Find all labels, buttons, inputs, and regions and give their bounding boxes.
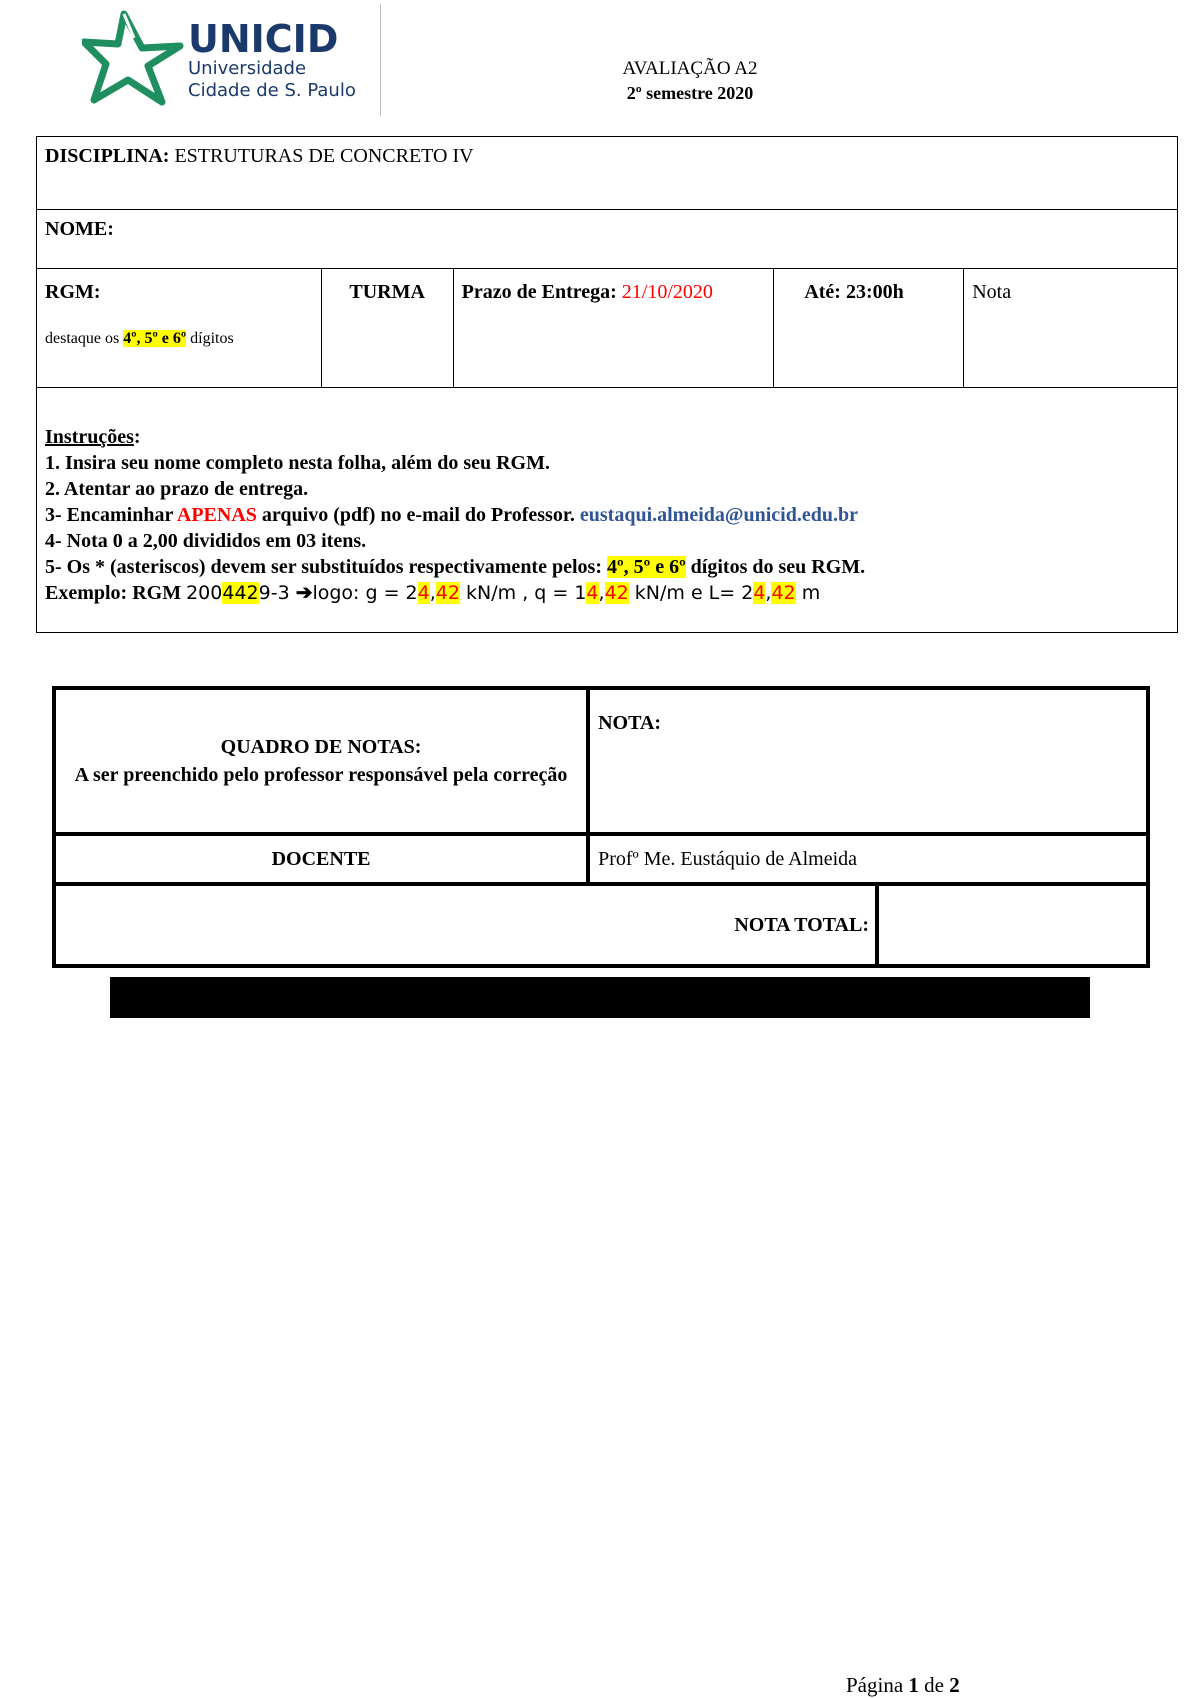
nota-grade-label: NOTA:: [598, 712, 662, 734]
page-current: 1: [908, 1673, 919, 1697]
professor-email-link[interactable]: eustaqui.almeida@unicid.edu.br: [579, 504, 858, 526]
instruction-item-3: [45, 502, 1169, 528]
page-label: Página: [846, 1673, 909, 1697]
instructions-title-text: Instruções: [45, 426, 134, 448]
nota-grade-field[interactable]: [588, 688, 1148, 834]
logo-divider: [380, 4, 381, 116]
example-rgm-highlight: 442: [222, 582, 259, 604]
page-total: 2: [949, 1673, 960, 1697]
instructions-title-colon: :: [133, 426, 141, 448]
disciplina-row: [37, 137, 1178, 210]
grades-table: [52, 686, 1150, 968]
page-of: de: [918, 1673, 950, 1697]
logo-name: UNICID: [188, 17, 339, 61]
example-q-unit: kN/m e L= 2: [628, 582, 754, 604]
example-g-unit: kN/m , q = 1: [459, 582, 587, 604]
example-g-digits: 42: [435, 582, 460, 604]
example-g: logo: g = 2: [312, 582, 418, 604]
instruction-item-2: 2. Atentar ao prazo de entrega.: [45, 478, 309, 500]
example-rgm-b: 9-3: [258, 582, 296, 604]
example-g-digit: 4: [417, 582, 430, 604]
nome-row: [37, 210, 1178, 269]
quadro-title: QUADRO DE NOTAS:: [220, 736, 422, 758]
item3-mid: arquivo (pdf) no e-mail do Professor.: [256, 504, 580, 526]
ate-cell: [774, 269, 964, 388]
example-q-digit: 4: [586, 582, 599, 604]
example-formula: [312, 582, 820, 604]
example-rgm: [186, 582, 296, 604]
turma-label: TURMA: [349, 281, 425, 303]
instruction-example: [45, 580, 1169, 606]
rgm-row: [37, 269, 1178, 388]
instructions-row: [37, 388, 1178, 633]
docente-label: DOCENTE: [54, 834, 588, 884]
instructions-cell: [37, 388, 1178, 633]
example-l-sep: ,: [765, 582, 772, 604]
example-l-unit: m: [795, 582, 821, 604]
quadro-subtitle: A ser preenchido pelo professor responsável pela correção: [74, 764, 568, 786]
redaction-bar: [110, 977, 1090, 1018]
disciplina-cell: [37, 137, 1178, 210]
unicid-logo: [82, 8, 382, 108]
nota-total-label: NOTA TOTAL:: [54, 884, 877, 966]
example-l-digits: 42: [771, 582, 796, 604]
rgm-hint: [45, 330, 313, 348]
instruction-item-4: 4- Nota 0 a 2,00 divididos em 03 itens.: [45, 530, 367, 552]
docente-row: [54, 834, 1148, 884]
nota-total-row: [54, 884, 1148, 966]
quadro-row: [54, 688, 1148, 834]
item5-post: dígitos do seu RGM.: [685, 556, 866, 578]
nota-field[interactable]: [964, 269, 1178, 388]
quadro-cell: [54, 688, 588, 834]
example-g-sep: ,: [429, 582, 436, 604]
instruction-item-1: 1. Insira seu nome completo nesta folha, além do seu RGM.: [45, 452, 550, 474]
rgm-hint-post: dígitos: [186, 330, 234, 347]
item3-pre: 3- Encaminhar: [45, 504, 177, 526]
info-table: [36, 136, 1178, 633]
logo-line2: Cidade de S. Paulo: [188, 80, 356, 101]
instructions-title: [45, 424, 1169, 450]
item5-pre: 5- Os * (asteriscos) devem ser substituídos respectivamente pelos:: [45, 556, 607, 578]
logo-line1: Universidade: [188, 58, 307, 79]
nome-field[interactable]: [37, 210, 1178, 269]
disciplina-label: DISCIPLINA:: [45, 145, 170, 167]
prazo-value: 21/10/2020: [621, 281, 713, 303]
arrow-icon: ➔: [295, 582, 313, 604]
page-footer: [846, 1673, 960, 1698]
example-label: Exemplo: RGM: [45, 582, 187, 604]
rgm-label: RGM:: [45, 281, 101, 303]
item5-highlight: 4º, 5º e 6º: [606, 556, 686, 578]
example-l-digit: 4: [753, 582, 766, 604]
example-rgm-a: 200: [186, 582, 223, 604]
exam-header: [560, 56, 820, 106]
nota-label: Nota: [972, 281, 1012, 303]
example-q-sep: ,: [598, 582, 605, 604]
star-icon: [84, 14, 180, 102]
disciplina-value: ESTRUTURAS DE CONCRETO IV: [174, 145, 474, 167]
turma-field[interactable]: [321, 269, 453, 388]
nome-label: NOME:: [45, 218, 114, 240]
exam-title: AVALIAÇÃO A2: [622, 58, 758, 79]
rgm-field[interactable]: [37, 269, 322, 388]
ate-label: Até: 23:00h: [804, 281, 904, 303]
docente-value: Profº Me. Eustáquio de Almeida: [588, 834, 1148, 884]
nota-total-field[interactable]: [877, 884, 1148, 966]
prazo-cell: [453, 269, 774, 388]
exam-semester: 2º semestre 2020: [626, 83, 754, 103]
item3-apenas: APENAS: [176, 504, 257, 526]
instruction-item-5: [45, 554, 1169, 580]
example-q-digits: 42: [604, 582, 629, 604]
rgm-hint-highlight: 4º, 5º e 6º: [123, 330, 187, 347]
prazo-label: Prazo de Entrega:: [461, 281, 617, 303]
rgm-hint-pre: destaque os: [45, 330, 124, 347]
